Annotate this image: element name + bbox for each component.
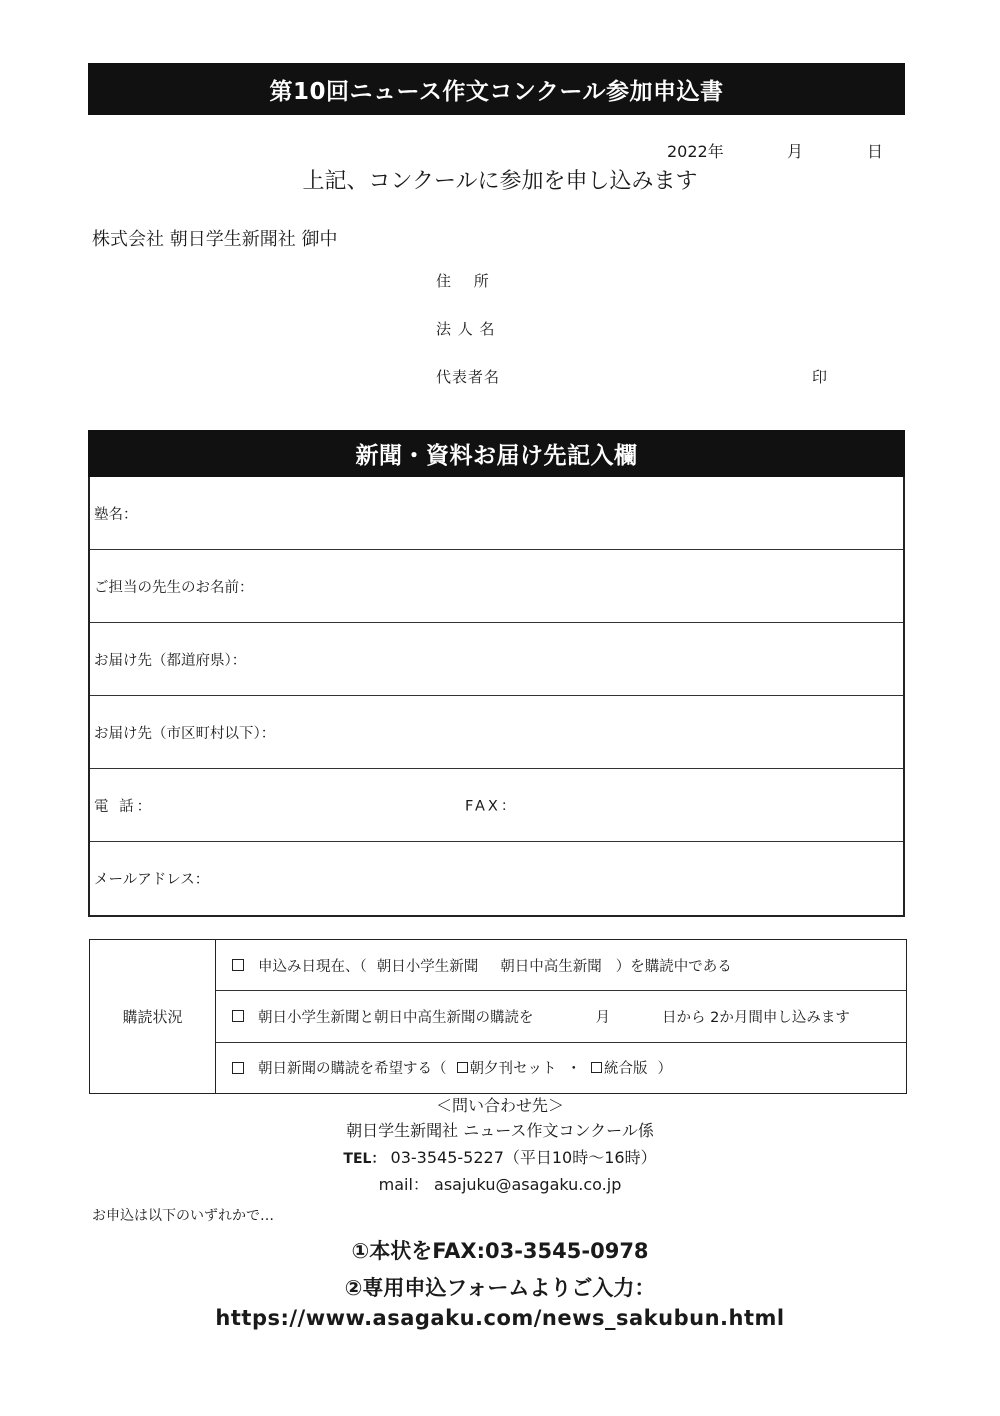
city-row[interactable] (90, 696, 903, 769)
teacher-name-label: ご担当の先生のお名前： (94, 579, 254, 596)
checkbox-morning-evening-set[interactable] (457, 1062, 468, 1073)
addressee: 株式会社 朝日学生新聞社 御中 (92, 229, 338, 250)
email-label: メールアドレス： (94, 872, 210, 888)
form-title: 第10回ニュース作文コンクール参加申込書 (269, 78, 724, 105)
city-label: お届け先（市区町村以下）： (94, 725, 276, 742)
seal-mark: 印 (812, 368, 828, 386)
prefecture-label: お届け先（都道府県）： (94, 652, 247, 669)
email-row[interactable] (90, 842, 903, 915)
option-integrated-edition: 統合版 (604, 1061, 648, 1078)
corp-name-label: 法 人 名 (436, 320, 496, 338)
contact-phone-line (0, 1145, 1000, 1168)
school-name-label: 塾名： (94, 506, 138, 523)
tel-label: TEL： (343, 1151, 386, 1167)
asahi-suffix: ） (657, 1061, 672, 1078)
mail-label: mail： (378, 1175, 429, 1194)
trial-prefix: 朝日小学生新聞と朝日中高生新聞の購読を (258, 1009, 534, 1026)
phone-fax-row[interactable] (90, 769, 903, 842)
option-morning-evening-set: 朝夕刊セット (469, 1061, 557, 1078)
contact-heading: ＜問い合わせ先＞ (435, 1096, 564, 1115)
checkbox-current-subscription[interactable] (232, 959, 244, 971)
school-name-row[interactable] (90, 477, 903, 550)
trial-month: 月 (595, 1009, 610, 1026)
delivery-form (88, 477, 905, 917)
contact-organization: 朝日学生新聞社 ニュース作文コンクール係 (346, 1121, 654, 1140)
phone-label: 電 話： (94, 798, 155, 815)
subscription-option-current (216, 940, 906, 991)
representative-label: 代表者名 (436, 368, 501, 386)
checkbox-trial-subscription[interactable] (232, 1010, 244, 1022)
option-separator: ・ (566, 1061, 581, 1078)
current-prefix: 申込み日現在、（ (258, 958, 367, 975)
teacher-name-row[interactable] (90, 550, 903, 623)
mail-address[interactable]: asajuku@asagaku.co.jp (434, 1175, 622, 1194)
subscription-option-trial (216, 991, 906, 1042)
current-suffix: ）を購読中である (615, 958, 732, 975)
fax-label: FAX： (465, 798, 519, 815)
subscription-header: 購読状況 (90, 940, 216, 1093)
checkbox-asahi-subscription[interactable] (232, 1062, 244, 1074)
paper-secondary: 朝日中高生新聞 (500, 958, 602, 975)
date-day: 日 (867, 142, 884, 161)
paper-elementary: 朝日小学生新聞 (376, 958, 479, 975)
subscription-table (89, 939, 907, 1094)
form-title-banner (88, 63, 905, 115)
asahi-prefix: 朝日新聞の購読を希望する（ (258, 1061, 447, 1078)
date-year: 2022年 (667, 142, 724, 161)
date-month: 月 (787, 142, 804, 161)
contact-mail-line (0, 1172, 1000, 1195)
checkbox-integrated-edition[interactable] (591, 1062, 602, 1073)
delivery-title: 新聞・資料お届け先記入欄 (355, 443, 638, 469)
subscription-option-asahi (216, 1043, 906, 1093)
tel-number: 03-3545-5227（平日10時～16時） (390, 1148, 657, 1167)
apply-method-fax: ①本状をFAX:03-3545-0978 (351, 1239, 649, 1263)
delivery-title-banner (88, 430, 905, 477)
prefecture-row[interactable] (90, 623, 903, 696)
apply-url-link[interactable]: https://www.asagaku.com/news_sakubun.html (215, 1306, 785, 1330)
apply-method-form: ②専用申込フォームよりご入力： (344, 1276, 656, 1300)
address-label: 住 所 (436, 272, 490, 290)
apply-intro: お申込は以下のいずれかで… (92, 1208, 274, 1224)
trial-suffix: 日から 2か月間申し込みます (662, 1009, 850, 1026)
declaration-text: 上記、コンクールに参加を申し込みます (302, 169, 698, 194)
